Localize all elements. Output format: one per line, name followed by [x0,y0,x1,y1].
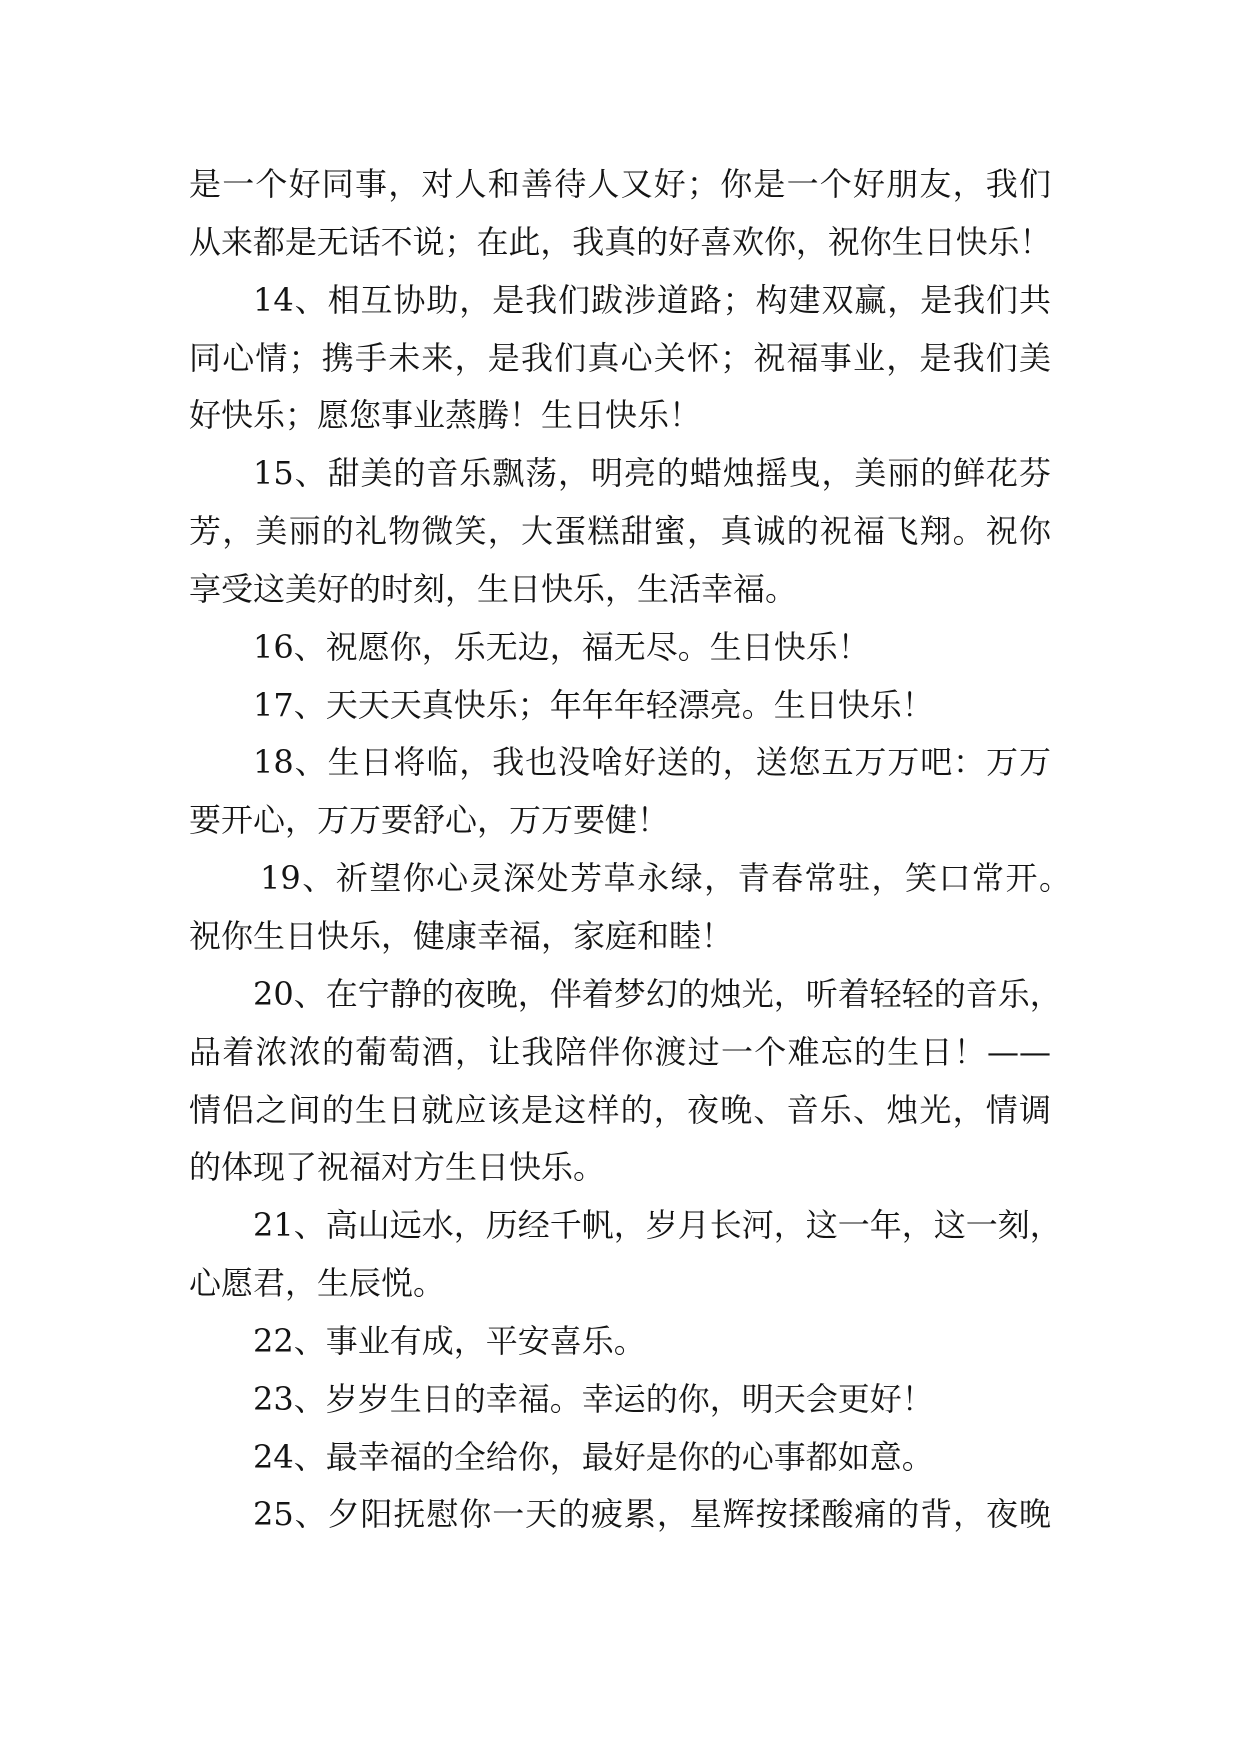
text-line: 享受这美好的时刻，生日快乐，生活幸福。 [189,569,798,608]
paragraph-25 [189,1486,1051,1544]
paragraph-22 [189,1313,1051,1371]
text-line: 的体现了祝福对方生日快乐。 [189,1148,606,1187]
paragraph-19 [189,850,1071,966]
text-line: 25、夕阳抚慰你一天的疲累，星辉按揉酸痛的背，夜晚 [253,1495,1051,1534]
text-line: 19、祈望你心灵深处芳草永绿，青春常驻，笑口常开。 [260,859,1071,898]
paragraph-24 [189,1429,1051,1487]
text-line: 24、最幸福的全给你，最好是你的心事都如意。 [253,1437,934,1476]
paragraph-21 [189,1197,1062,1313]
text-line: 从来都是无话不说；在此，我真的好喜欢你，祝你生日快乐！ [189,222,1051,261]
paragraph-20 [189,966,1062,1197]
text-line: 14、相互协助，是我们跋涉道路；构建双赢，是我们共 [253,280,1051,319]
text-line: 同心情；携手未来，是我们真心关怀；祝福事业，是我们美 [189,338,1051,377]
paragraph-17 [189,677,1051,735]
paragraph-23 [189,1371,1051,1429]
paragraph-15 [189,445,1051,619]
text-line: 情侣之间的生日就应该是这样的，夜晚、音乐、烛光，情调 [189,1090,1051,1129]
text-line: 祝你生日快乐，健康幸福，家庭和睦！ [189,916,734,955]
text-line: 22、事业有成，平安喜乐。 [253,1321,646,1360]
paragraph-16 [189,619,1051,677]
paragraph-14 [189,272,1051,446]
text-line: 品着浓浓的葡萄酒，让我陪伴你渡过一个难忘的生日！—— [189,1032,1051,1071]
document-body [189,156,1071,1544]
text-line: 17、天天天真快乐；年年年轻漂亮。生日快乐！ [253,685,934,724]
text-line: 芳，美丽的礼物微笑，大蛋糕甜蜜，真诚的祝福飞翔。祝你 [189,512,1051,551]
text-line: 23、岁岁生日的幸福。幸运的你，明天会更好！ [253,1379,934,1418]
paragraph-18 [189,734,1051,850]
text-line: 好快乐；愿您事业蒸腾！生日快乐！ [189,396,702,435]
text-line: 是一个好同事，对人和善待人又好；你是一个好朋友，我们 [189,165,1051,203]
text-line: 要开心，万万要舒心，万万要健！ [189,801,670,840]
text-line: 20、在宁静的夜晚，伴着梦幻的烛光，听着轻轻的音乐， [253,974,1062,1013]
text-line: 18、生日将临，我也没啥好送的，送您五万万吧：万万 [253,743,1051,782]
text-line: 16、祝愿你，乐无边，福无尽。生日快乐！ [253,627,870,666]
text-line: 心愿君，生辰悦。 [189,1264,446,1303]
paragraph-continuation [189,156,1051,272]
text-line: 15、甜美的音乐飘荡，明亮的蜡烛摇曳，美丽的鲜花芬 [253,454,1051,493]
text-line: 21、高山远水，历经千帆，岁月长河，这一年，这一刻， [253,1206,1062,1245]
